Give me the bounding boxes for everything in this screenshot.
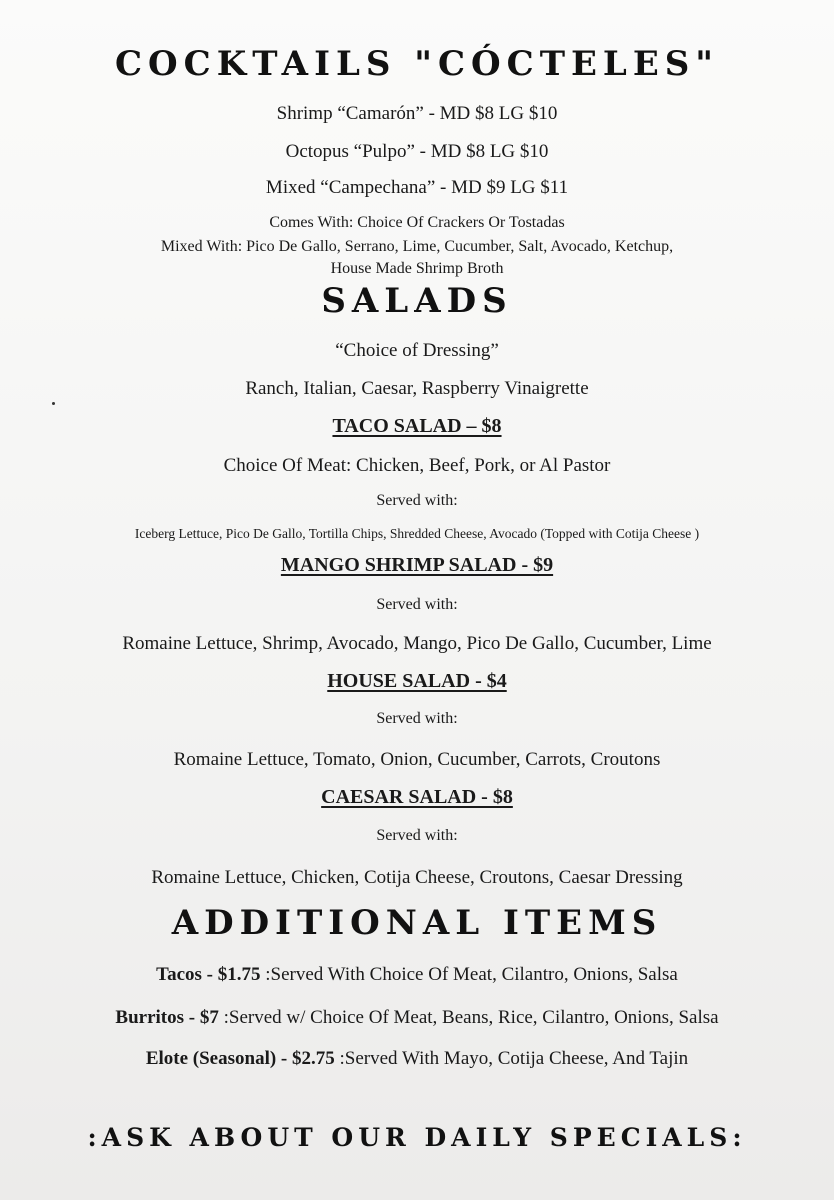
house-salad-title: HOUSE SALAD - $4	[327, 670, 507, 692]
taco-salad-served: Served with:	[376, 492, 458, 509]
mango-salad-served: Served with:	[376, 596, 458, 613]
cocktails-mixed-with-line2: House Made Shrimp Broth	[330, 260, 504, 277]
caesar-salad-title: CAESAR SALAD - $8	[321, 786, 513, 808]
cocktail-item-octopus: Octopus “Pulpo” - MD $8 LG $10	[285, 141, 549, 162]
taco-salad-title-row	[0, 415, 834, 438]
taco-salad-meat: Choice Of Meat: Chicken, Beef, Pork, or Al Pastor	[223, 455, 611, 476]
additional-item-elote	[0, 1048, 834, 1070]
burritos-desc: :Served w/ Choice Of Meat, Beans, Rice, Cilantro, Onions, Salsa	[218, 1007, 719, 1028]
house-salad-served: Served with:	[376, 710, 458, 727]
tacos-desc: :Served With Choice Of Meat, Cilantro, Onions, Salsa	[260, 964, 678, 985]
elote-name: Elote (Seasonal) - $2.75	[145, 1048, 335, 1069]
mango-salad-title: MANGO SHRIMP SALAD - $9	[280, 554, 554, 576]
cocktails-heading: COCKTAILS "CÓCTELES"	[114, 44, 720, 84]
additional-items-heading: ADDITIONAL ITEMS	[171, 903, 663, 943]
mango-salad-title-row	[0, 554, 834, 577]
salads-heading: SALADS	[321, 281, 513, 321]
house-salad-title-row	[0, 670, 834, 693]
dressing-title: “Choice of Dressing”	[335, 340, 499, 361]
cocktails-comes-with: Comes With: Choice Of Crackers Or Tostadas	[269, 214, 565, 231]
caesar-salad-ingredients: Romaine Lettuce, Chicken, Cotija Cheese, Croutons, Caesar Dressing	[151, 867, 683, 888]
tacos-name: Tacos - $1.75	[156, 964, 261, 985]
cocktail-item-shrimp: Shrimp “Camarón” - MD $8 LG $10	[276, 103, 558, 124]
dressing-list: Ranch, Italian, Caesar, Raspberry Vinaigrette	[245, 378, 589, 399]
cocktails-mixed-with-line1: Mixed With: Pico De Gallo, Serrano, Lime, Cucumber, Salt, Avocado, Ketchup,	[160, 238, 674, 255]
daily-specials-banner: :ASK ABOUT OUR DAILY SPECIALS:	[87, 1123, 747, 1152]
cocktail-item-mixed: Mixed “Campechana” - MD $9 LG $11	[265, 177, 569, 198]
taco-salad-title: TACO SALAD – $8	[332, 415, 502, 437]
elote-desc: :Served With Mayo, Cotija Cheese, And Tajin	[334, 1048, 689, 1069]
caesar-salad-served: Served with:	[376, 827, 458, 844]
mango-salad-ingredients: Romaine Lettuce, Shrimp, Avocado, Mango, Pico De Gallo, Cucumber, Lime	[122, 633, 712, 654]
house-salad-ingredients: Romaine Lettuce, Tomato, Onion, Cucumber, Carrots, Croutons	[173, 749, 661, 770]
additional-item-burritos	[0, 1007, 834, 1029]
paper-speck	[52, 402, 55, 405]
additional-item-tacos	[0, 964, 834, 986]
burritos-name: Burritos - $7	[115, 1007, 219, 1028]
caesar-salad-title-row	[0, 786, 834, 809]
taco-salad-ingredients: Iceberg Lettuce, Pico De Gallo, Tortilla Chips, Shredded Cheese, Avocado (Topped with Cotija Cheese )	[134, 526, 700, 541]
